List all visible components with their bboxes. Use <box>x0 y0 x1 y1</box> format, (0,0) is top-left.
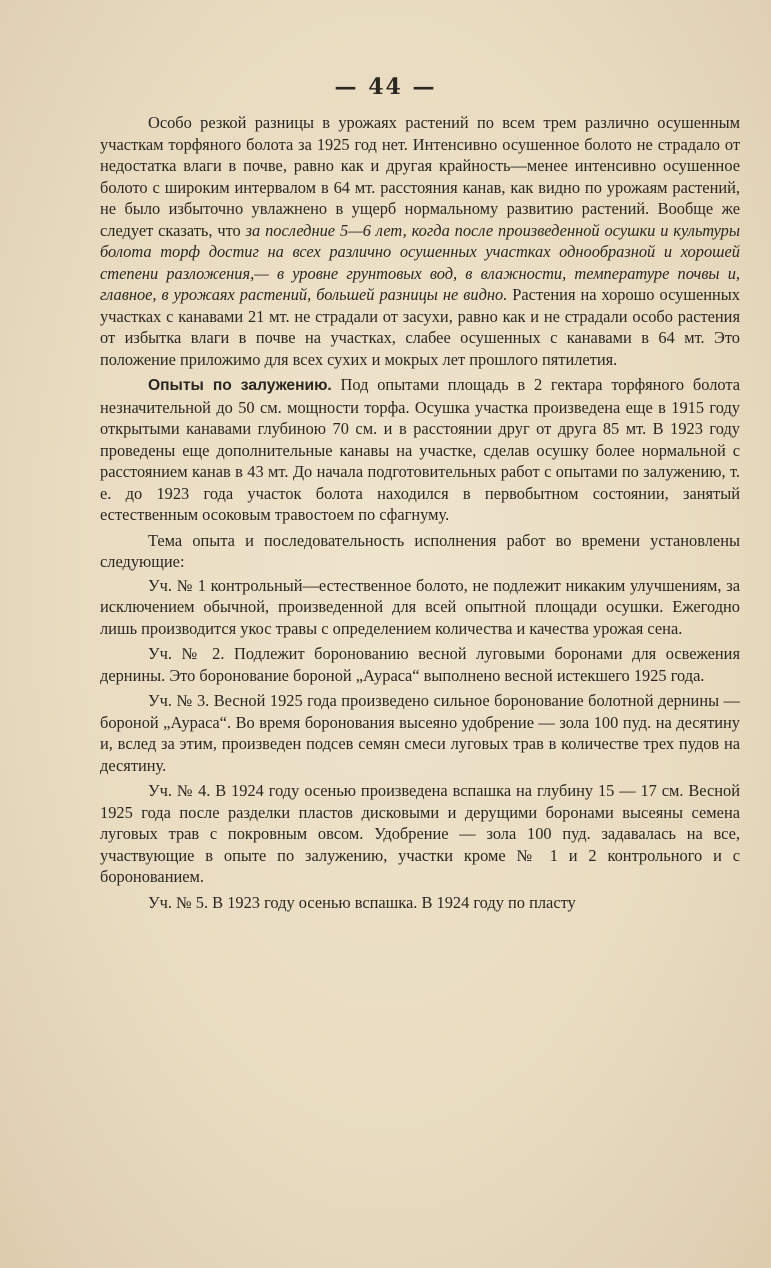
paragraph-drainage-comparison <box>100 112 740 370</box>
body-text <box>100 112 740 917</box>
paragraph-experiment-theme: Тема опыта и последовательность исполнения работ во времени установлены следующие: <box>100 530 740 571</box>
section-heading: Опыты по залужению. <box>148 377 332 394</box>
paragraph-plot-1: Уч. № 1 контрольный—естественное болото, не подлежит никаким улучшениям, за исключением обычной, произведенной для всей опытной площади осушки. Ежегодно лишь производится укос травы с определением количества и качества урожая сена. <box>100 575 740 638</box>
paragraph-text: Особо резкой разницы в урожаях растений по всем трем различно осушенным участкам торфяного болота за 1925 год нет. Интенсивно осушенное болото не страдало от недостатка влаги в почве, равно как и другая крайность—менее интенсивно осушенное болото с широким интервалом в 64 мт. расстояния канав, как видно по урожаям растений, не было избыточно увлажнено в ущерб нормальному развитию растений. Вообще же следует сказать, что <box>100 113 740 240</box>
paragraph-grassing-experiments <box>100 374 740 526</box>
paragraph-plot-2: Уч. № 2. Подлежит боронованию весной луговыми боронами для освежения дернины. Это боронование бороной „Ауpaca“ выполнено весной истекшего 1925 года. <box>100 644 740 685</box>
paragraph-text: Растения на хорошо осушенных участках с канавами 21 мт. не страдали от засухи, равно как и не страдали особо растения от избытка влаги в почве на участках, слабее осушенных с канавами в 64 мт. Это положение приложимо для всех сухих и мокрых лет прошлого пятилетия. <box>100 285 740 369</box>
paragraph-text: Под опытами площадь в 2 гектара торфяного болота незначительной до 50 см. мощности торфа. Осушка участка произведена еще в 1915 году открытыми канавами глубиною 70 см. и в расстоянии друг от друга 85 мт. В 1923 году проведены еще дополнительные канавы на участке, сделав осушку более нормальной с расстоянием канав в 43 мт. До начала подготовительных работ с опытами по залужению, т. е. до 1923 года участок болота находился в первобытном состоянии, занятый естественным осоковым травостоем по сфагнуму. <box>100 375 740 524</box>
italic-emphasis: за последние 5—6 лет, когда после произведенной осушки и культуры болота торф достиг на всех различно осушенных участках однообразной и хорошей степени разложения,— в уровне грунтовых вод, в влажности, температуре почвы и, главное, в урожаях растений, большей разницы не видно. <box>100 220 740 304</box>
paragraph-plot-3: Уч. № 3. Весной 1925 года произведено сильное боронование болотной дернины — бороной „Ауpaca“. Во время боронования высеяно удобрение — зола 100 пуд. на десятину и, вслед за этим, произведен подсев семян смеси луговых трав в количестве трех пудов на десятину. <box>100 691 740 775</box>
page-number: — 44 — <box>334 74 437 100</box>
paragraph-plot-4: Уч. № 4. В 1924 году осенью произведена вспашка на глубину 15 — 17 см. Весной 1925 года после разделки пластов дисковыми и дерущими боронами высеяны семена луговых трав с покровным овсом. Удобрение — зола 100 пуд. задавалась на все, участвующие в опыте по залужению, участки кроме № 1 и 2 контрольного и с боронованием. <box>100 781 740 886</box>
paragraph-plot-5: Уч. № 5. В 1923 году осенью вспашка. В 1924 году по пласту <box>148 892 576 912</box>
